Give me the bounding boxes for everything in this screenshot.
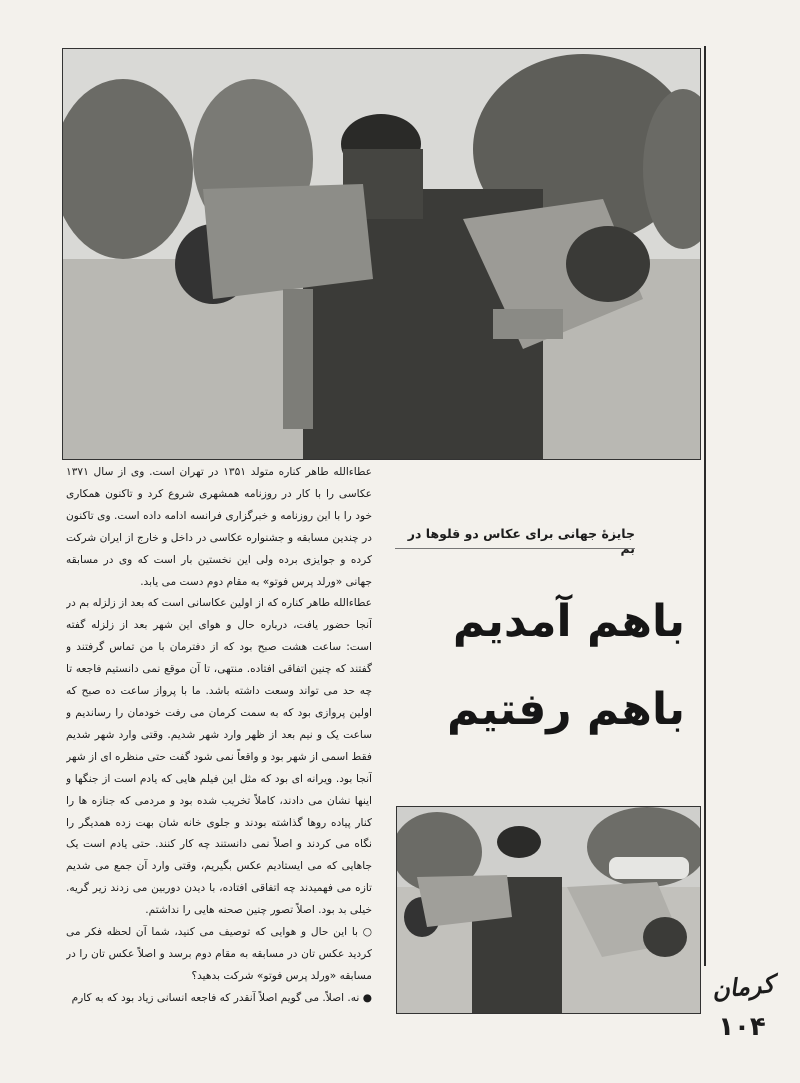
- paragraph-account: عطاءالله طاهر کناره که از اولین عکاسانی است که بعد از زلزله بم در آنجا حضور یافت، درباره حال و هوای این شهر بعد از زلزله گفته است: ساعت هشت صبح بود که از دفترمان با من تماس گرفتند و گفتند که چنین اتفاقی افتاده. منتهی، تا آن موقع نمی دانستیم فاجعه تا چه حد می تواند وسعت داشته باشد. ما با پرواز ساعت ده صبح که اولین پروازی بود که به سمت کرمان می رفت خودمان را رساندیم و ساعت یک و نیم بعد از ظهر وارد شهر شدیم. وقتی وارد شهر شدیم فقط اسمی از شهر بود و واقعاً نمی شود گفت حتی منظره ای از شهر آنجا بود. ویرانه ای بود که مثل این فیلم هایی که یادم است از جنگها و اینها نشان می دادند، کاملاً تخریب شده بود و مردمی که جنازه ها را کنار پیاده روها گذاشته بودند و جلوی خانه شان بهت زده همدیگر را نگاه می کردند و اصلاً نمی دانستند چه کار کنند. حتی یادم است یک جاهایی که می ایستادیم عکس بگیریم، وقتی وارد آن جمع می شدیم تازه می فهمیدند چه اتفاقی افتاده، با دیدن دوربین می زدند زیر گریه. خیلی بد بود. اصلاً تصور چنین صحنه هایی را نداشتم.: [66, 597, 372, 917]
- article-body: [66, 462, 372, 1010]
- secondary-photo: [396, 806, 701, 1014]
- vertical-rule: [704, 46, 706, 966]
- paragraph-answer: ● نه. اصلاً. می گویم اصلاً آنقدر که فاجعه انسانی زیاد بود که به کارم: [71, 991, 372, 1004]
- page-number: ۱۰۴: [718, 1012, 766, 1042]
- article-title-line1: باهم آمدیم: [452, 596, 685, 647]
- article-title-line2: باهم رفتیم: [447, 684, 685, 735]
- magazine-logo: کرمان: [710, 968, 776, 1005]
- article-subtitle: جایزهٔ جهانی برای عکاس دو قلوها در بم: [407, 526, 635, 556]
- paragraph-bio: عطاءالله طاهر کناره متولد ۱۳۵۱ در تهران است. وی از سال ۱۳۷۱ عکاسی را با کار در روزنامه همشهری شروع کرد و تاکنون همکاری خود را با این روزنامه و خبرگزاری فرانسه ادامه داده است. وی تاکنون در چندین مسابقه و جشنواره عکاسی در داخل و خارج از ایران شرکت کرده و جوایزی برده ولی این نخستین بار است که وی در مسابقه جهانی «ورلد پرس فوتو» به مقام دوم دست می یابد.: [66, 466, 372, 588]
- paragraph-question: ○ با این حال و هوایی که توصیف می کنید، شما آن لحظه فکر می کردید عکس تان در مسابقه به مقام دوم برسد و اصلاً عکس تان را در مسابقه «ورلد پرس فوتو» شرکت بدهید؟: [66, 926, 372, 982]
- main-photo: [62, 48, 701, 460]
